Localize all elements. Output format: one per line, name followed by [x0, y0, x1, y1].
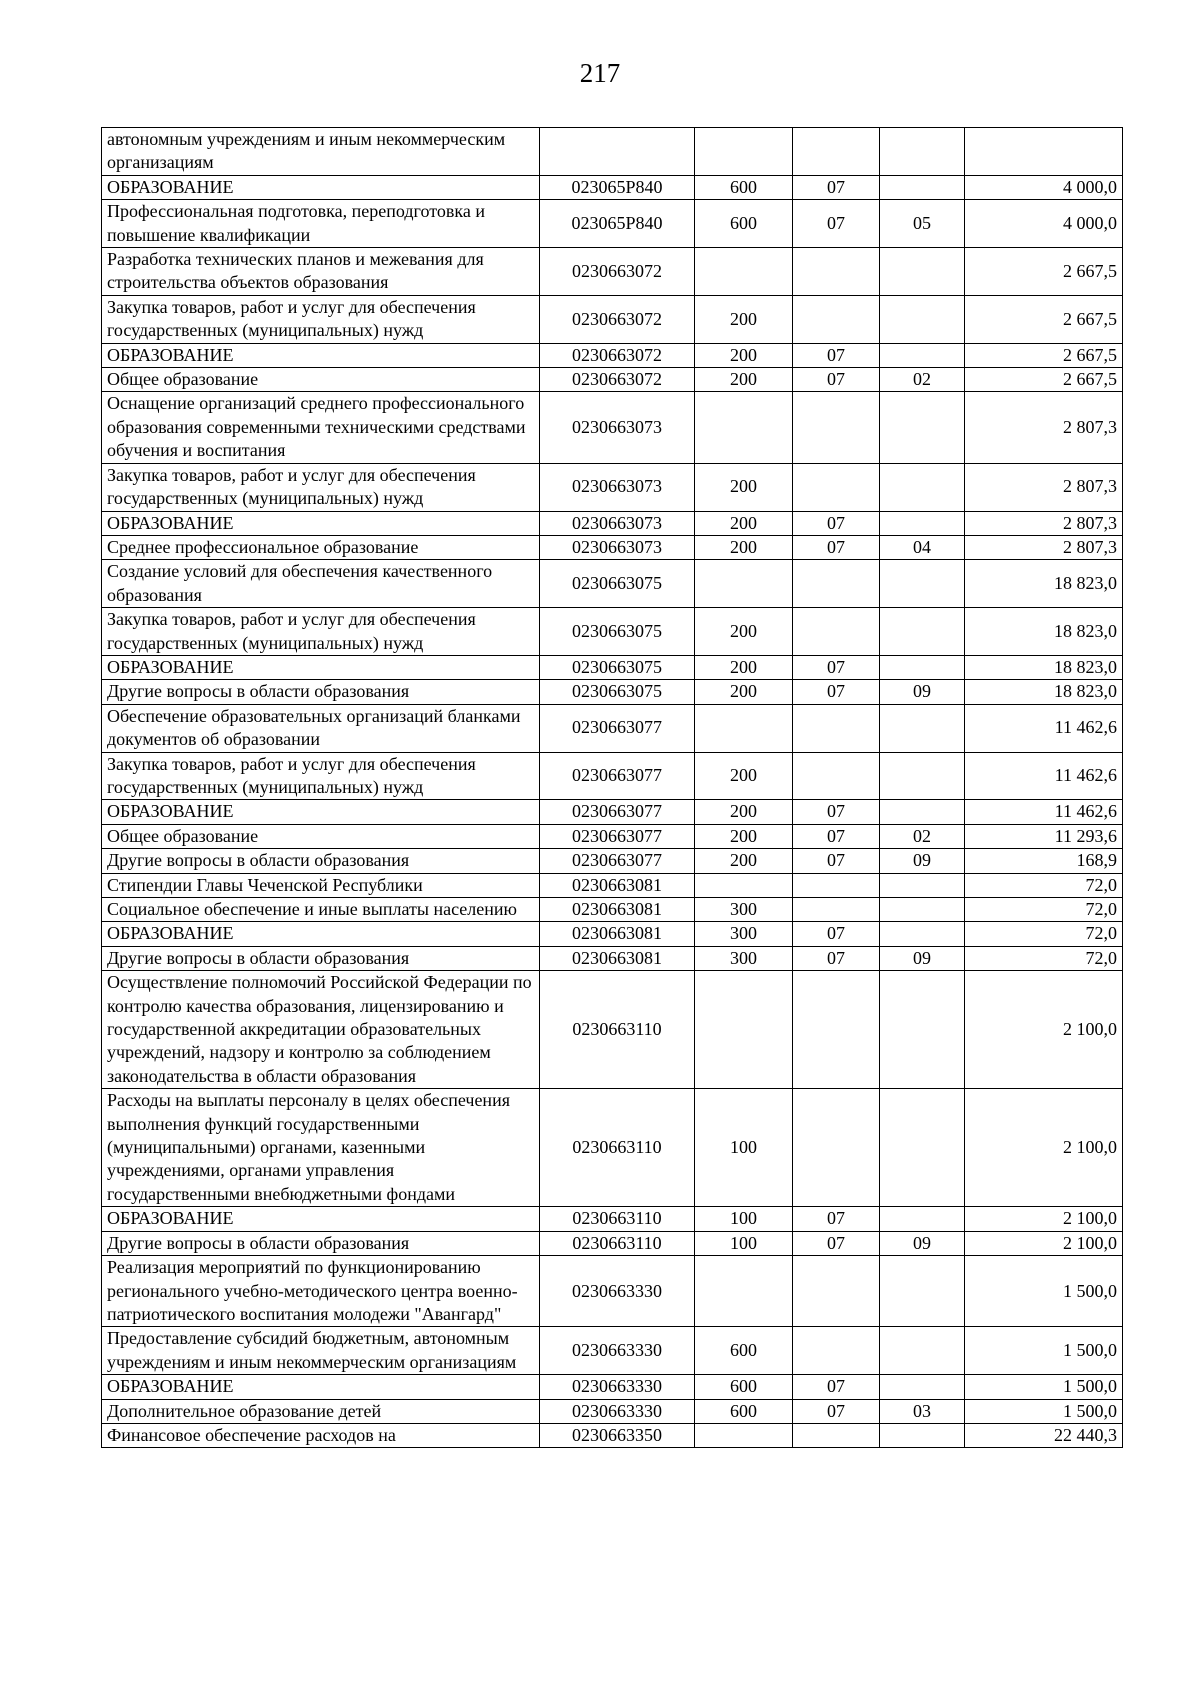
row-expense-type-cell: 200	[695, 800, 793, 824]
row-amount-cell: 11 293,6	[965, 824, 1123, 848]
row-expense-type-cell: 200	[695, 295, 793, 343]
row-section-cell	[793, 128, 880, 176]
table-row	[102, 1256, 1123, 1327]
row-target-code-cell: 0230663073	[540, 535, 695, 559]
table-row	[102, 898, 1123, 922]
row-amount-cell: 72,0	[965, 946, 1123, 970]
budget-table	[101, 127, 1123, 1448]
row-target-code-cell: 0230663075	[540, 608, 695, 656]
row-amount-cell: 72,0	[965, 922, 1123, 946]
table-row	[102, 849, 1123, 873]
table-row	[102, 1231, 1123, 1255]
row-amount-cell: 2 807,3	[965, 463, 1123, 511]
row-target-code-cell: 0230663073	[540, 392, 695, 463]
table-row	[102, 392, 1123, 463]
row-subsection-cell	[880, 463, 965, 511]
row-target-code-cell: 0230663330	[540, 1256, 695, 1327]
row-amount-cell: 11 462,6	[965, 752, 1123, 800]
table-row	[102, 608, 1123, 656]
table-row	[102, 1089, 1123, 1207]
row-section-cell: 07	[793, 922, 880, 946]
row-target-code-cell: 0230663110	[540, 971, 695, 1089]
table-row	[102, 824, 1123, 848]
row-section-cell	[793, 1256, 880, 1327]
row-target-code-cell: 0230663073	[540, 463, 695, 511]
row-expense-type-cell: 300	[695, 898, 793, 922]
row-section-cell	[793, 463, 880, 511]
table-row	[102, 1207, 1123, 1231]
row-target-code-cell: 0230663081	[540, 873, 695, 897]
row-expense-type-cell: 200	[695, 511, 793, 535]
row-subsection-cell	[880, 175, 965, 199]
row-name-cell: ОБРАЗОВАНИЕ	[102, 800, 540, 824]
row-target-code-cell: 0230663077	[540, 849, 695, 873]
row-amount-cell: 18 823,0	[965, 680, 1123, 704]
row-expense-type-cell	[695, 392, 793, 463]
row-expense-type-cell: 300	[695, 922, 793, 946]
row-amount-cell: 2 807,3	[965, 511, 1123, 535]
row-section-cell: 07	[793, 368, 880, 392]
table-row	[102, 1327, 1123, 1375]
row-name-cell: Профессиональная подготовка, переподготовка и повышение квалификации	[102, 200, 540, 248]
row-subsection-cell	[880, 1256, 965, 1327]
row-name-cell: Другие вопросы в области образования	[102, 1231, 540, 1255]
row-section-cell	[793, 971, 880, 1089]
row-expense-type-cell: 200	[695, 535, 793, 559]
row-name-cell: ОБРАЗОВАНИЕ	[102, 343, 540, 367]
row-section-cell: 07	[793, 800, 880, 824]
row-name-cell: ОБРАЗОВАНИЕ	[102, 655, 540, 679]
row-expense-type-cell: 200	[695, 824, 793, 848]
row-name-cell: ОБРАЗОВАНИЕ	[102, 1207, 540, 1231]
row-amount-cell: 2 100,0	[965, 1207, 1123, 1231]
page-number: 217	[579, 58, 621, 88]
row-section-cell: 07	[793, 680, 880, 704]
row-section-cell: 07	[793, 511, 880, 535]
row-amount-cell: 72,0	[965, 873, 1123, 897]
row-amount-cell: 18 823,0	[965, 608, 1123, 656]
row-amount-cell: 2 667,5	[965, 343, 1123, 367]
row-name-cell: Закупка товаров, работ и услуг для обеспечения государственных (муниципальных) нужд	[102, 752, 540, 800]
row-subsection-cell	[880, 655, 965, 679]
row-subsection-cell	[880, 922, 965, 946]
row-expense-type-cell	[695, 873, 793, 897]
budget-table-body	[102, 128, 1123, 1448]
row-target-code-cell: 0230663350	[540, 1423, 695, 1447]
row-section-cell	[793, 560, 880, 608]
row-amount-cell: 2 667,5	[965, 295, 1123, 343]
row-target-code-cell: 0230663081	[540, 922, 695, 946]
row-target-code-cell: 0230663077	[540, 800, 695, 824]
row-target-code-cell: 0230663110	[540, 1207, 695, 1231]
row-target-code-cell: 0230663330	[540, 1327, 695, 1375]
row-subsection-cell	[880, 800, 965, 824]
row-section-cell	[793, 608, 880, 656]
row-subsection-cell: 05	[880, 200, 965, 248]
row-expense-type-cell: 100	[695, 1207, 793, 1231]
table-row	[102, 873, 1123, 897]
row-section-cell: 07	[793, 1231, 880, 1255]
table-row	[102, 295, 1123, 343]
table-row	[102, 248, 1123, 296]
row-subsection-cell	[880, 128, 965, 176]
table-row	[102, 560, 1123, 608]
row-subsection-cell: 09	[880, 680, 965, 704]
row-subsection-cell	[880, 248, 965, 296]
row-target-code-cell: 0230663072	[540, 295, 695, 343]
row-target-code-cell: 0230663081	[540, 898, 695, 922]
row-name-cell: Другие вопросы в области образования	[102, 680, 540, 704]
row-subsection-cell: 02	[880, 824, 965, 848]
row-amount-cell: 1 500,0	[965, 1375, 1123, 1399]
row-target-code-cell: 023065Р840	[540, 175, 695, 199]
row-target-code-cell: 0230663072	[540, 343, 695, 367]
row-name-cell: Разработка технических планов и межевания для строительства объектов образования	[102, 248, 540, 296]
row-expense-type-cell: 200	[695, 343, 793, 367]
row-subsection-cell	[880, 752, 965, 800]
row-amount-cell: 72,0	[965, 898, 1123, 922]
row-amount-cell: 1 500,0	[965, 1256, 1123, 1327]
table-row	[102, 535, 1123, 559]
row-target-code-cell: 023065Р840	[540, 200, 695, 248]
row-name-cell: ОБРАЗОВАНИЕ	[102, 1375, 540, 1399]
row-expense-type-cell: 200	[695, 655, 793, 679]
row-target-code-cell: 0230663073	[540, 511, 695, 535]
row-subsection-cell	[880, 295, 965, 343]
row-amount-cell	[965, 128, 1123, 176]
row-section-cell: 07	[793, 824, 880, 848]
table-row	[102, 368, 1123, 392]
row-name-cell: ОБРАЗОВАНИЕ	[102, 175, 540, 199]
row-subsection-cell	[880, 898, 965, 922]
table-row	[102, 1399, 1123, 1423]
row-expense-type-cell	[695, 248, 793, 296]
row-section-cell	[793, 295, 880, 343]
row-subsection-cell: 03	[880, 1399, 965, 1423]
row-name-cell: автономным учреждениям и иным некоммерческим организациям	[102, 128, 540, 176]
row-amount-cell: 22 440,3	[965, 1423, 1123, 1447]
row-section-cell: 07	[793, 1375, 880, 1399]
row-subsection-cell	[880, 560, 965, 608]
row-amount-cell: 2 807,3	[965, 535, 1123, 559]
row-expense-type-cell: 300	[695, 946, 793, 970]
row-section-cell: 07	[793, 946, 880, 970]
row-name-cell: Закупка товаров, работ и услуг для обеспечения государственных (муниципальных) нужд	[102, 295, 540, 343]
row-subsection-cell	[880, 873, 965, 897]
row-subsection-cell: 04	[880, 535, 965, 559]
row-target-code-cell: 0230663110	[540, 1231, 695, 1255]
row-name-cell: ОБРАЗОВАНИЕ	[102, 922, 540, 946]
row-name-cell: Предоставление субсидий бюджетным, автономным учреждениям и иным некоммерческим организациям	[102, 1327, 540, 1375]
row-name-cell: Социальное обеспечение и иные выплаты населению	[102, 898, 540, 922]
row-amount-cell: 4 000,0	[965, 200, 1123, 248]
row-name-cell: Закупка товаров, работ и услуг для обеспечения государственных (муниципальных) нужд	[102, 608, 540, 656]
row-amount-cell: 2 667,5	[965, 368, 1123, 392]
row-section-cell: 07	[793, 175, 880, 199]
table-row	[102, 971, 1123, 1089]
row-subsection-cell	[880, 511, 965, 535]
row-section-cell: 07	[793, 343, 880, 367]
row-amount-cell: 2 100,0	[965, 971, 1123, 1089]
row-name-cell: Создание условий для обеспечения качественного образования	[102, 560, 540, 608]
row-amount-cell: 1 500,0	[965, 1327, 1123, 1375]
row-section-cell	[793, 1327, 880, 1375]
row-section-cell: 07	[793, 655, 880, 679]
row-expense-type-cell: 100	[695, 1231, 793, 1255]
row-subsection-cell: 09	[880, 1231, 965, 1255]
row-section-cell	[793, 1423, 880, 1447]
row-subsection-cell: 02	[880, 368, 965, 392]
row-section-cell	[793, 752, 880, 800]
row-subsection-cell: 09	[880, 849, 965, 873]
row-subsection-cell: 09	[880, 946, 965, 970]
row-expense-type-cell	[695, 1423, 793, 1447]
table-row	[102, 752, 1123, 800]
row-section-cell: 07	[793, 1207, 880, 1231]
row-section-cell: 07	[793, 535, 880, 559]
row-section-cell	[793, 704, 880, 752]
row-name-cell: Общее образование	[102, 368, 540, 392]
table-row	[102, 680, 1123, 704]
row-subsection-cell	[880, 971, 965, 1089]
row-section-cell	[793, 392, 880, 463]
row-subsection-cell	[880, 1375, 965, 1399]
row-subsection-cell	[880, 343, 965, 367]
row-target-code-cell: 0230663075	[540, 655, 695, 679]
table-row	[102, 511, 1123, 535]
row-amount-cell: 2 807,3	[965, 392, 1123, 463]
row-expense-type-cell: 200	[695, 680, 793, 704]
row-name-cell: Дополнительное образование детей	[102, 1399, 540, 1423]
row-name-cell: Среднее профессиональное образование	[102, 535, 540, 559]
row-amount-cell: 1 500,0	[965, 1399, 1123, 1423]
row-section-cell: 07	[793, 200, 880, 248]
row-target-code-cell	[540, 128, 695, 176]
row-target-code-cell: 0230663075	[540, 680, 695, 704]
table-row	[102, 200, 1123, 248]
row-name-cell: Общее образование	[102, 824, 540, 848]
row-subsection-cell	[880, 1327, 965, 1375]
row-section-cell	[793, 898, 880, 922]
row-target-code-cell: 0230663072	[540, 248, 695, 296]
row-subsection-cell	[880, 1089, 965, 1207]
row-target-code-cell: 0230663330	[540, 1399, 695, 1423]
row-amount-cell: 11 462,6	[965, 704, 1123, 752]
row-target-code-cell: 0230663072	[540, 368, 695, 392]
row-amount-cell: 2 100,0	[965, 1231, 1123, 1255]
row-section-cell	[793, 873, 880, 897]
row-section-cell	[793, 1089, 880, 1207]
row-amount-cell: 18 823,0	[965, 655, 1123, 679]
row-name-cell: Стипендии Главы Чеченской Республики	[102, 873, 540, 897]
row-expense-type-cell: 200	[695, 752, 793, 800]
row-name-cell: Расходы на выплаты персоналу в целях обеспечения выполнения функций государственными (муниципальными) органами, казенными учреждениями, органами управления государственными внебюджетными фондами	[102, 1089, 540, 1207]
table-row	[102, 343, 1123, 367]
row-target-code-cell: 0230663077	[540, 824, 695, 848]
row-name-cell: ОБРАЗОВАНИЕ	[102, 511, 540, 535]
row-subsection-cell	[880, 1423, 965, 1447]
row-amount-cell: 18 823,0	[965, 560, 1123, 608]
row-subsection-cell	[880, 704, 965, 752]
row-expense-type-cell: 200	[695, 463, 793, 511]
row-name-cell: Другие вопросы в области образования	[102, 849, 540, 873]
row-amount-cell: 168,9	[965, 849, 1123, 873]
row-section-cell: 07	[793, 1399, 880, 1423]
row-expense-type-cell	[695, 704, 793, 752]
row-target-code-cell: 0230663081	[540, 946, 695, 970]
row-amount-cell: 4 000,0	[965, 175, 1123, 199]
row-target-code-cell: 0230663075	[540, 560, 695, 608]
row-target-code-cell: 0230663077	[540, 704, 695, 752]
row-name-cell: Реализация мероприятий по функционированию регионального учебно-методического центра военно-патриотического воспитания молодежи "Авангард"	[102, 1256, 540, 1327]
row-name-cell: Оснащение организаций среднего профессионального образования современными техническими средствами обучения и воспитания	[102, 392, 540, 463]
row-expense-type-cell: 600	[695, 200, 793, 248]
table-row	[102, 946, 1123, 970]
row-expense-type-cell	[695, 971, 793, 1089]
row-expense-type-cell	[695, 560, 793, 608]
row-name-cell: Финансовое обеспечение расходов на	[102, 1423, 540, 1447]
row-name-cell: Обеспечение образовательных организаций бланками документов об образовании	[102, 704, 540, 752]
row-subsection-cell	[880, 608, 965, 656]
row-expense-type-cell	[695, 1256, 793, 1327]
row-expense-type-cell	[695, 128, 793, 176]
table-row	[102, 704, 1123, 752]
row-expense-type-cell: 600	[695, 1399, 793, 1423]
row-target-code-cell: 0230663330	[540, 1375, 695, 1399]
row-amount-cell: 11 462,6	[965, 800, 1123, 824]
row-expense-type-cell: 600	[695, 1327, 793, 1375]
row-name-cell: Закупка товаров, работ и услуг для обеспечения государственных (муниципальных) нужд	[102, 463, 540, 511]
table-row	[102, 922, 1123, 946]
table-row	[102, 800, 1123, 824]
row-name-cell: Другие вопросы в области образования	[102, 946, 540, 970]
table-row	[102, 655, 1123, 679]
row-expense-type-cell: 200	[695, 849, 793, 873]
table-row	[102, 463, 1123, 511]
table-row	[102, 128, 1123, 176]
table-row	[102, 1423, 1123, 1447]
row-expense-type-cell: 600	[695, 1375, 793, 1399]
row-amount-cell: 2 100,0	[965, 1089, 1123, 1207]
row-name-cell: Осуществление полномочий Российской Федерации по контролю качества образования, лицензированию и государственной аккредитации образовательных учреждений, надзору и контролю за соблюдением законодательства в области образования	[102, 971, 540, 1089]
row-expense-type-cell: 200	[695, 608, 793, 656]
row-subsection-cell	[880, 392, 965, 463]
row-target-code-cell: 0230663110	[540, 1089, 695, 1207]
row-section-cell	[793, 248, 880, 296]
row-section-cell: 07	[793, 849, 880, 873]
row-expense-type-cell: 200	[695, 368, 793, 392]
row-target-code-cell: 0230663077	[540, 752, 695, 800]
table-row	[102, 175, 1123, 199]
row-expense-type-cell: 600	[695, 175, 793, 199]
table-row	[102, 1375, 1123, 1399]
row-expense-type-cell: 100	[695, 1089, 793, 1207]
row-subsection-cell	[880, 1207, 965, 1231]
row-amount-cell: 2 667,5	[965, 248, 1123, 296]
